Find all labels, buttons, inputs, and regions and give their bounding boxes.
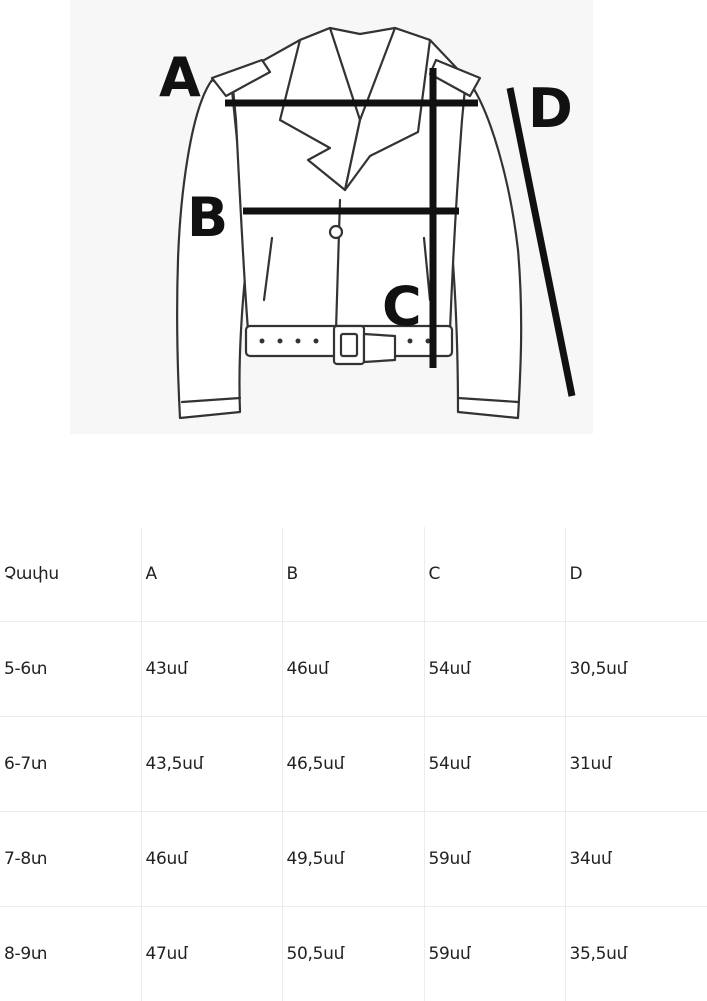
table-cell: 47սմ	[141, 907, 282, 1001]
table-cell: 49,5սմ	[282, 812, 424, 907]
table-cell: 59սմ	[424, 907, 565, 1001]
belt-tip	[364, 334, 395, 362]
table-cell: 6-7տ	[0, 717, 141, 812]
table-cell: 5-6տ	[0, 622, 141, 717]
table-cell: 46սմ	[282, 622, 424, 717]
table-cell: 54սմ	[424, 717, 565, 812]
table-row	[0, 907, 707, 1001]
table-cell: 8-9տ	[0, 907, 141, 1001]
marker-d: D	[528, 77, 573, 140]
header-d: D	[565, 527, 707, 622]
table-cell: 46,5սմ	[282, 717, 424, 812]
header-c: C	[424, 527, 565, 622]
table-cell: 54սմ	[424, 622, 565, 717]
table-cell: 30,5սմ	[565, 622, 707, 717]
zip-pull	[330, 226, 342, 238]
jacket-illustration	[70, 0, 593, 434]
table-cell: 59սմ	[424, 812, 565, 907]
marker-a: A	[159, 46, 201, 109]
table-cell: 50,5սմ	[282, 907, 424, 1001]
header-b: B	[282, 527, 424, 622]
table-header-row	[0, 527, 707, 622]
table-cell: 46սմ	[141, 812, 282, 907]
jacket-measurement-diagram	[70, 0, 593, 434]
table-row	[0, 717, 707, 812]
table-cell: 31սմ	[565, 717, 707, 812]
marker-b: B	[187, 186, 228, 249]
table-cell: 7-8տ	[0, 812, 141, 907]
header-size: Չափս	[0, 527, 141, 622]
table-row	[0, 622, 707, 717]
marker-c: C	[382, 275, 422, 338]
size-chart-table	[0, 527, 707, 1001]
table-cell: 43սմ	[141, 622, 282, 717]
table-cell: 35,5սմ	[565, 907, 707, 1001]
right-sleeve	[452, 80, 521, 418]
table-cell: 34սմ	[565, 812, 707, 907]
table-cell: 43,5սմ	[141, 717, 282, 812]
header-a: A	[141, 527, 282, 622]
table-row	[0, 812, 707, 907]
buckle-inner	[341, 334, 357, 356]
